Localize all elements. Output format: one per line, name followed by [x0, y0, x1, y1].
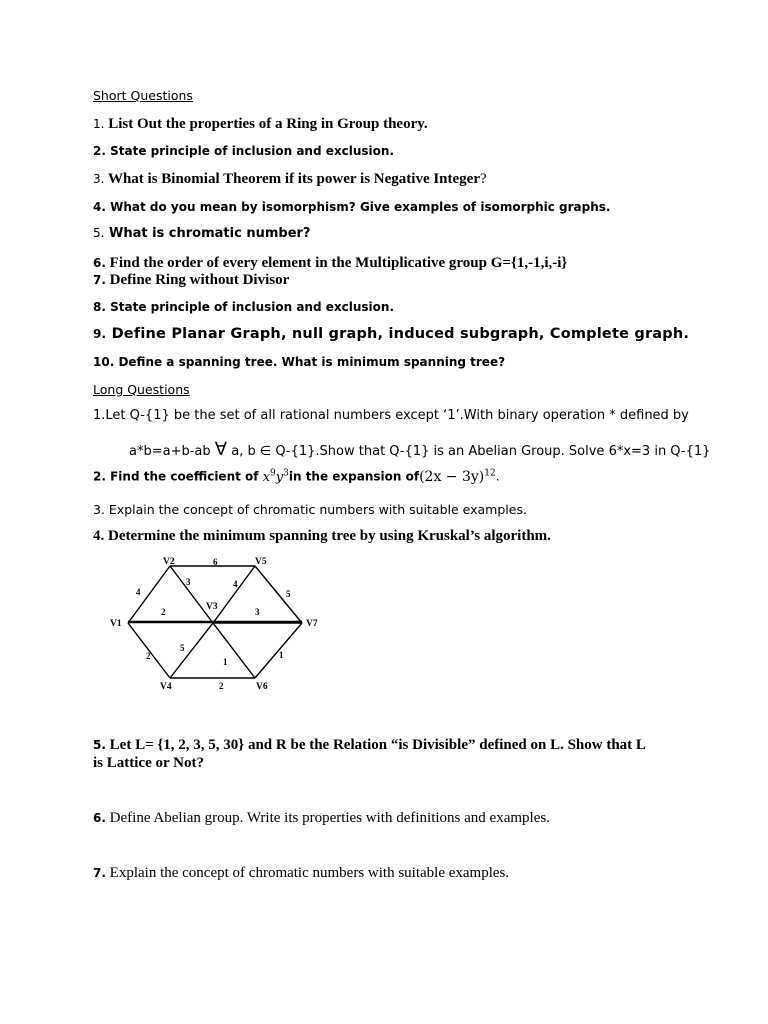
- question-number: 6.: [93, 256, 106, 270]
- short-question-8: [93, 300, 394, 314]
- edge-v2-v3: [170, 566, 213, 623]
- forall-symbol: ∀: [214, 439, 228, 460]
- short-question-9: [93, 326, 689, 342]
- question-text: Let L= {1, 2, 3, 5, 30} and R be the Relation “is Divisible” defined on L. Show that L: [109, 737, 646, 753]
- question-text: List Out the properties of a Ring in Group theory.: [108, 116, 428, 132]
- short-question-4: [93, 200, 610, 214]
- long-question-1-line-2: [129, 439, 710, 460]
- binomial-expression: $(2x - 3y)^{12}$: [419, 468, 496, 485]
- question-number: 5.: [93, 226, 105, 240]
- weight-v3-v7: 3: [255, 607, 260, 617]
- weight-v2-v1: 4: [136, 587, 141, 597]
- long-question-1-line-1: 1.Let Q-{1} be the set of all rational numbers except ‘1’.With binary operation * defined by: [93, 408, 689, 423]
- question-text-continued: in the expansion of: [288, 469, 420, 484]
- question-text: Define Abelian group. Write its properties with definitions and examples.: [109, 810, 550, 826]
- short-question-10: [93, 355, 505, 369]
- edge-v3-v4: [170, 623, 213, 678]
- long-question-7: [93, 865, 509, 882]
- short-question-7: [93, 272, 289, 289]
- short-question-1: [93, 116, 428, 133]
- vertex-v7: V7: [306, 619, 318, 629]
- question-number: 10.: [93, 355, 115, 369]
- question-text: Find the order of every element in the Multiplicative group G={1,-1,i,-i}: [109, 255, 568, 271]
- long-question-6: [93, 810, 550, 827]
- vertex-v5: V5: [255, 557, 267, 567]
- question-number: 8.: [93, 300, 106, 314]
- weight-v6-v7: 1: [279, 650, 284, 660]
- binary-operation-definition: a*b=a+b-ab: [129, 444, 211, 459]
- question-number: 3.: [93, 172, 105, 186]
- question-number: 7.: [93, 866, 106, 880]
- long-question-4: [93, 528, 551, 545]
- question-text: What is Binomial Theorem if its power is Negative Integer: [107, 171, 480, 187]
- question-text: What is chromatic number?: [108, 226, 311, 241]
- long-question-2: [93, 468, 500, 485]
- long-question-3: [93, 502, 527, 517]
- long-question-1-statement: a, b ∈ Q-{1}.Show that Q-{1} is an Abelian Group. Solve 6*x=3 in Q-{1}: [231, 444, 711, 459]
- long-question-5-line-1: [93, 737, 646, 754]
- weight-v1-v4: 2: [146, 651, 151, 661]
- question-text: Define Planar Graph, null graph, induced subgraph, Complete graph.: [111, 326, 690, 342]
- weight-v2-v5: 6: [213, 557, 218, 567]
- vertex-v1: V1: [110, 619, 122, 629]
- question-text: Determine the minimum spanning tree by using Kruskal’s algorithm.: [108, 528, 551, 544]
- question-text: Find the coefficient of: [110, 469, 259, 484]
- short-question-2: [93, 144, 394, 158]
- question-number: 3.: [93, 502, 105, 517]
- question-text: Define a spanning tree. What is minimum spanning tree?: [118, 355, 506, 369]
- vertex-v4: V4: [160, 682, 172, 692]
- question-number: 2.: [93, 144, 106, 158]
- edge-v3-v6: [213, 623, 255, 678]
- question-text: Explain the concept of chromatic numbers with suitable examples.: [109, 865, 510, 881]
- long-question-5-line-2: is Lattice or Not?: [93, 755, 204, 771]
- question-text: State principle of inclusion and exclusion.: [110, 144, 394, 158]
- short-question-3: [93, 171, 487, 188]
- question-number: 6.: [93, 811, 106, 825]
- vertex-v3: V3: [206, 602, 218, 612]
- question-number: 4.: [93, 528, 105, 544]
- weight-v2-v3: 3: [186, 577, 191, 587]
- short-questions-heading: Short Questions: [93, 88, 193, 103]
- weight-v3-v4: 5: [180, 643, 185, 653]
- question-number: 5.: [93, 738, 106, 752]
- weight-v5-v3: 4: [233, 579, 238, 589]
- short-question-5: [93, 226, 310, 241]
- vertex-v6: V6: [256, 682, 268, 692]
- edge-v5-v7: [255, 566, 302, 623]
- weight-v3-v6: 1: [223, 657, 228, 667]
- question-number: 1.: [93, 117, 105, 131]
- period: .: [495, 469, 500, 484]
- question-text: What do you mean by isomorphism? Give examples of isomorphic graphs.: [110, 200, 611, 214]
- question-text: Explain the concept of chromatic numbers with suitable examples.: [108, 502, 527, 517]
- weight-v5-v7: 5: [286, 589, 291, 599]
- vertex-v2: V2: [163, 557, 175, 567]
- short-question-6: [93, 255, 567, 272]
- long-questions-heading: Long Questions: [93, 382, 190, 397]
- question-tail: ?: [480, 171, 487, 187]
- question-number: 2.: [93, 469, 106, 484]
- graph-edges: [128, 566, 302, 678]
- question-number: 7.: [93, 273, 106, 287]
- question-text: State principle of inclusion and exclusion.: [110, 300, 394, 314]
- weighted-graph-diagram: [100, 548, 340, 698]
- question-text: Define Ring without Divisor: [109, 272, 290, 288]
- question-number: 9.: [93, 327, 107, 341]
- weight-v4-v6: 2: [219, 681, 224, 691]
- term-expression: $x^9y^3$: [262, 468, 289, 485]
- edge-v5-v3: [213, 566, 255, 623]
- question-number: 4.: [93, 200, 106, 214]
- weight-v1-v3: 2: [161, 607, 166, 617]
